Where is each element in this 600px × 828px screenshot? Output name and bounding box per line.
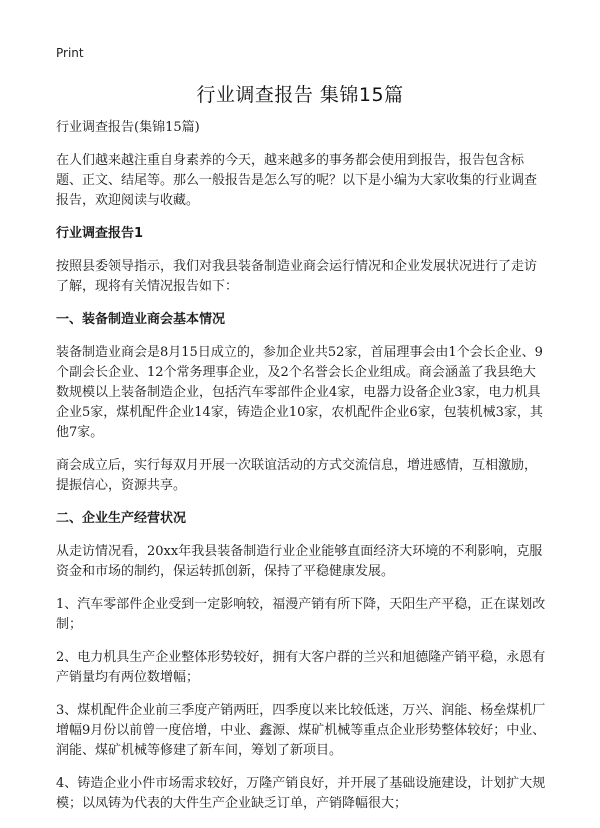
section2-paragraph: 1、汽车零部件企业受到一定影响较，福漫产销有所下降，天阳生产平稳，正在谋划改制； [56,597,546,632]
section2-paragraph: 3、煤机配件企业前三季度产销两旺，四季度以来比较低迷，万兴、润能、杨垒煤机厂增幅9月份以前曾一度倍增，中业、鑫源、煤矿机械等重点企业形势整体较好；中业、润能、煤矿机械等修建了新车间，筹划了新项目。 [56,703,546,758]
section2-paragraph: 4、铸造企业小件市场需求较好，万隆产销良好，并开展了基础设施建设，计划扩大规模；以凤铸为代表的大件生产企业缺乏订单，产销降幅很大； [56,776,546,811]
print-link[interactable]: Print [56,46,84,60]
section2-heading: 二、企业生产经营状况 [56,511,187,526]
document-subtitle: 行业调查报告(集锦15篇) [56,120,200,135]
report-heading: 行业调查报告1 [56,226,144,241]
document-title: 行业调查报告 集锦15篇 [196,84,404,106]
report-intro-paragraph: 按照县委领导指示，我们对我县装备制造业商会运行情况和企业发展状况进行了走访了解，现将有关情况报告如下： [56,259,538,294]
section2-paragraph: 2、电力机具生产企业整体形势较好，拥有大客户群的兰兴和旭德隆产销平稳，永恩有产销量均有两位数增幅； [56,650,546,685]
section1-paragraph: 装备制造业商会是8月15日成立的，参加企业共52家，首届理事会由1个会长企业、9个副会长企业、12个常务理事企业，及2个名誉会长企业组成。商会涵盖了我县绝大数规模以上装备制造企业，包括汽车零部件企业4家，电器力设备企业3家，电力机具企业5家，煤机配件企业14家，铸造企业10家，农机配件企业6家，包装机械3家，其他7家。 [56,345,543,440]
section1-heading: 一、装备制造业商会基本情况 [56,312,226,327]
intro-paragraph: 在人们越来越注重自身素养的今天，越来越多的事务都会使用到报告，报告包含标题、正文、结尾等。那么一般报告是怎么写的呢？以下是小编为大家收集的行业调查报告，欢迎阅读与收藏。 [56,153,538,208]
section1-paragraph: 商会成立后，实行每双月开展一次联谊活动的方式交流信息，增进感情，互相激励，提振信心，资源共享。 [56,458,538,493]
document-body [56,118,548,827]
section2-paragraph: 从走访情况看，20xx年我县装备制造行业企业能够直面经济大环境的不利影响，克服资金和市场的制约，保运转抓创新，保持了平稳健康发展。 [56,544,543,579]
